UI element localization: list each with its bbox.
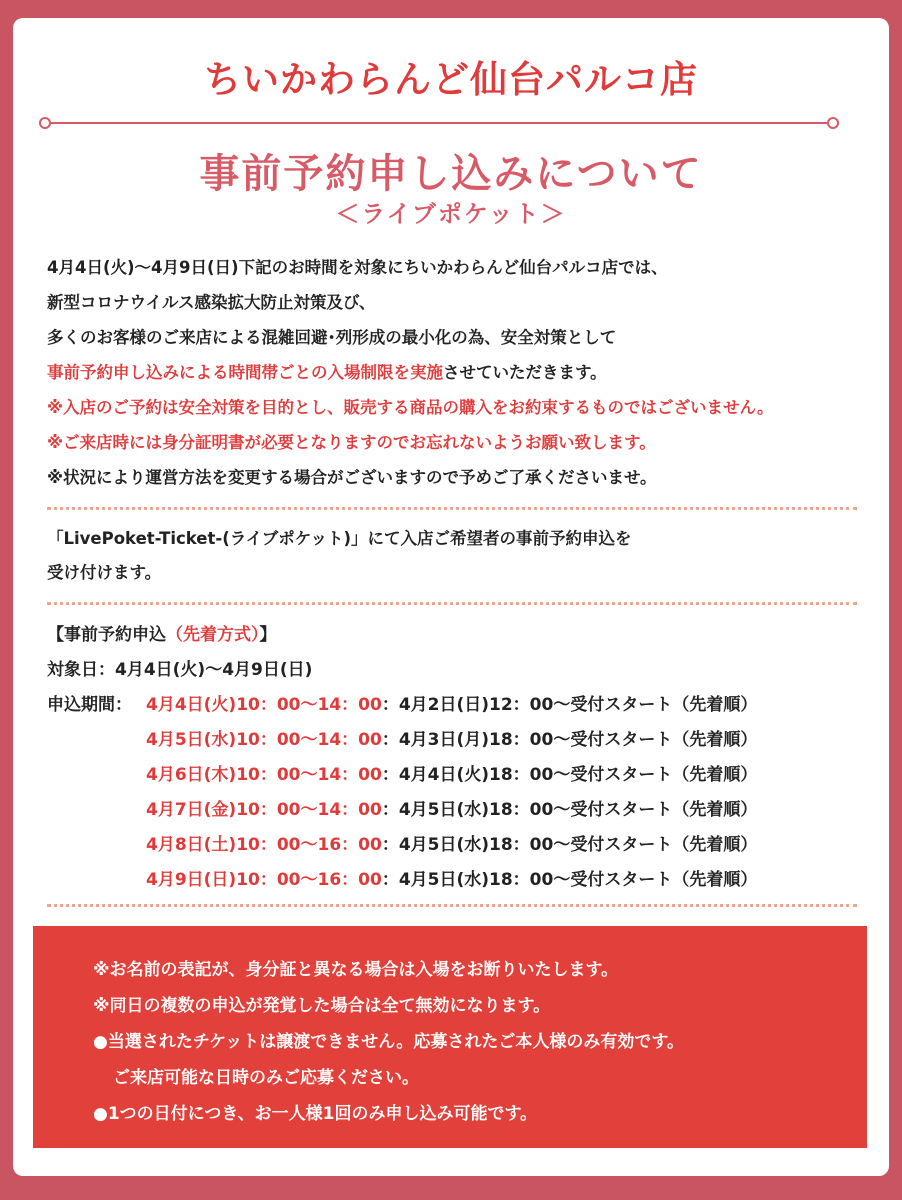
- livepoket-line-1: 「LivePoket-Ticket-(ライブポケット)」にて入店ご希望者の事前予約申込を: [47, 529, 632, 548]
- schedule-slot: 4月7日(金)10：00〜14：00: [146, 800, 382, 820]
- intro-line-3: 多くのお客様のご来店による混雑回避･列形成の最小化の為、安全対策として: [47, 328, 617, 347]
- section-title: 事前予約申し込みについて: [199, 151, 703, 197]
- notice-no-transfer: ●当選されたチケットは譲渡できません。応募されたご本人様のみ有効です。: [93, 1032, 684, 1052]
- intro-line-4: [47, 361, 607, 385]
- dotted-divider: [47, 904, 857, 907]
- notice-duplicate-invalid: ※同日の複数の申込が発覚した場合は全て無効になります。: [93, 996, 551, 1016]
- period-label: 申込期間：: [47, 695, 132, 715]
- dotted-divider: [47, 602, 857, 605]
- intro-line-2: 新型コロナウイルス感染拡大防止対策及び、: [47, 293, 376, 312]
- dotted-divider: [47, 507, 857, 510]
- target-date: 対象日：4月4日(火)〜4月9日(日): [47, 660, 313, 680]
- notice-apply-available: ご来店可能な日時のみご応募ください。: [113, 1068, 419, 1088]
- note-operation-change: ※状況により運営方法を変更する場合がございますので予めご了承くださいませ。: [47, 468, 657, 487]
- schedule-slot: 4月9日(日)10：00〜16：00: [146, 870, 382, 890]
- schedule-start: ：4月2日(日)12：00〜受付スタート（先着順）: [381, 695, 758, 715]
- schedule-start: ：4月3日(月)18：00〜受付スタート（先着順）: [381, 730, 758, 750]
- schedule-slot: 4月8日(土)10：00〜16：00: [146, 835, 382, 855]
- entry-restriction-highlight: 事前予約申し込みによる時間帯ごとの入場制限を実施: [47, 363, 443, 382]
- first-come-label: （先着方式）: [166, 625, 260, 645]
- schedule-slot: 4月4日(火)10：00〜14：00: [146, 695, 382, 715]
- flyer-card: [13, 18, 889, 1176]
- schedule-row: [146, 693, 757, 717]
- schedule-heading-close: 】: [259, 625, 277, 645]
- notice-one-per-date: ●1つの日付につき、お一人様1回のみ申し込み可能です。: [93, 1104, 538, 1124]
- schedule-start: ：4月5日(水)18：00〜受付スタート（先着順）: [381, 800, 758, 820]
- schedule-start: ：4月5日(水)18：00〜受付スタート（先着順）: [381, 835, 758, 855]
- schedule-row: [146, 833, 757, 857]
- note-id-required: ※ご来店時には身分証明書が必要となりますのでお忘れないようお願い致します。: [47, 433, 656, 452]
- schedule-heading-open: 【事前予約申込: [47, 625, 166, 645]
- schedule-row: [146, 763, 757, 787]
- schedule-row: [146, 868, 757, 892]
- schedule-start: ：4月4日(火)18：00〜受付スタート（先着順）: [381, 765, 758, 785]
- schedule-slot: 4月6日(木)10：00〜14：00: [146, 765, 382, 785]
- schedule-heading: [47, 623, 277, 647]
- title-divider: [39, 117, 839, 129]
- notice-box: [33, 926, 867, 1148]
- intro-line-1: 4月4日(火)〜4月9日(日)下記のお時間を対象にちいかわらんど仙台パルコ店では、: [47, 258, 668, 277]
- note-reservation-purpose: ※入店のご予約は安全対策を目的とし、販売する商品の購入をお約束するものではございません。: [47, 398, 774, 417]
- store-title: ちいかわらんど仙台パルコ店: [204, 58, 698, 101]
- intro-line-4-rest: させていただきます。: [443, 363, 607, 382]
- schedule-row: [146, 728, 757, 752]
- schedule-start: ：4月5日(水)18：00〜受付スタート（先着順）: [381, 870, 758, 890]
- schedule-row: [146, 798, 757, 822]
- schedule-slot: 4月5日(水)10：00〜14：00: [146, 730, 382, 750]
- livepoket-line-2: 受け付けます。: [47, 563, 162, 582]
- section-subtitle: ＜ライブポケット＞: [335, 200, 567, 228]
- notice-name-mismatch: ※お名前の表記が、身分証と異なる場合は入場をお断りいたします。: [93, 960, 619, 980]
